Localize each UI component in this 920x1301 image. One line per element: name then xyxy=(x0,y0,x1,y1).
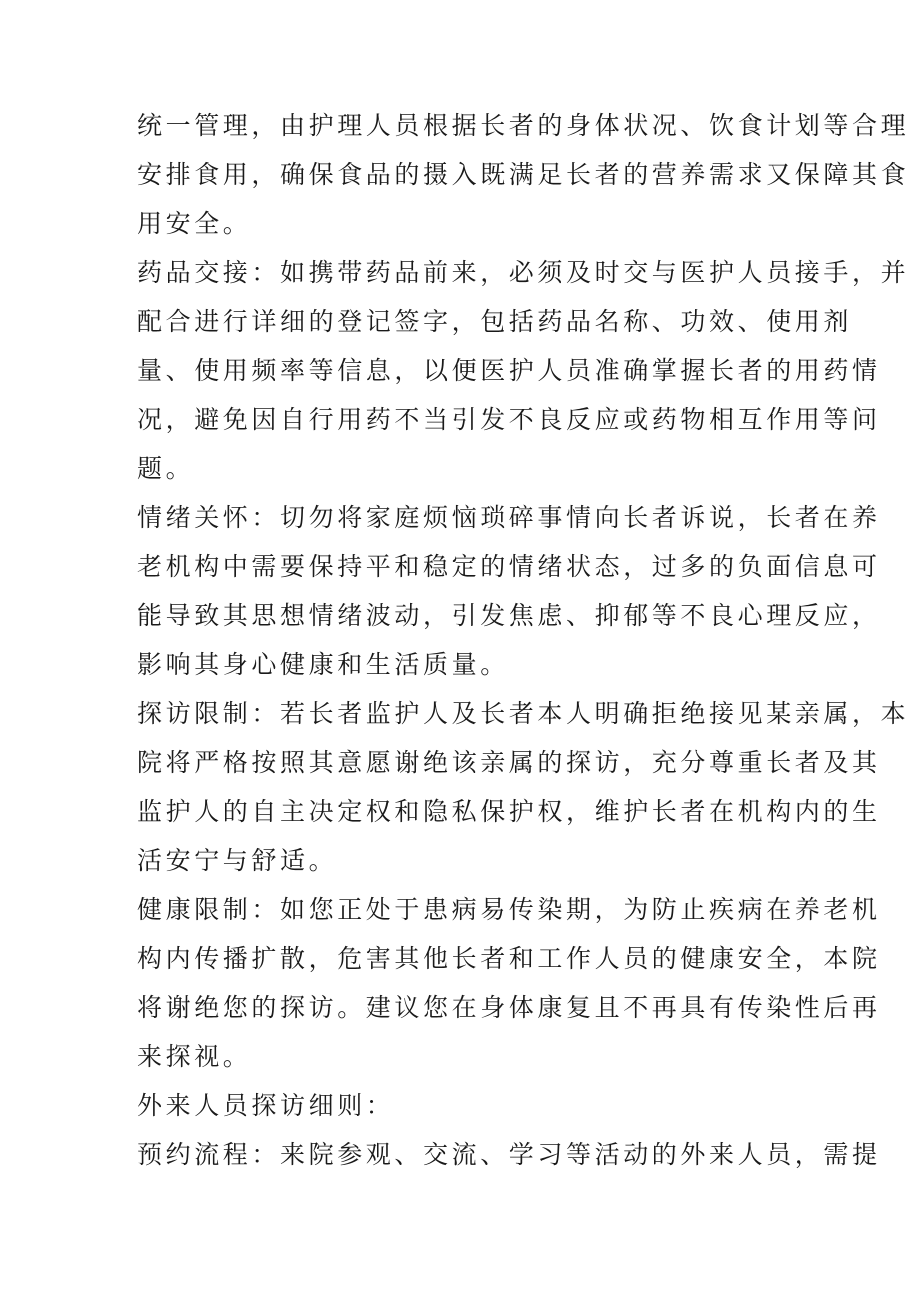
text-line: 健康限制：如您正处于患病易传染期，为防止疾病在养老机 xyxy=(137,895,881,924)
text-line: 监护人的自主决定权和隐私保护权，维护长者在机构内的生 xyxy=(137,797,881,826)
text-line: 况，避免因自行用药不当引发不良反应或药物相互作用等问 xyxy=(137,405,881,434)
text-line: 量、使用频率等信息，以便医护人员准确掌握长者的用药情 xyxy=(137,356,881,385)
document-body xyxy=(137,101,910,1179)
text-line: 影响其身心健康和生活质量。 xyxy=(137,650,509,679)
text-line: 安排食用，确保食品的摄入既满足长者的营养需求又保障其食 xyxy=(137,160,910,189)
text-line: 探访限制：若长者监护人及长者本人明确拒绝接见某亲属，本 xyxy=(137,699,910,728)
text-line: 外来人员探访细则： xyxy=(137,1091,395,1120)
text-line: 将谢绝您的探访。建议您在身体康复且不再具有传染性后再 xyxy=(137,993,881,1022)
text-line: 用安全。 xyxy=(137,209,252,238)
text-line: 能导致其思想情绪波动，引发焦虑、抑郁等不良心理反应， xyxy=(137,601,881,630)
text-line: 统一管理，由护理人员根据长者的身体状况、饮食计划等合理 xyxy=(137,111,910,140)
text-line: 药品交接：如携带药品前来，必须及时交与医护人员接手，并 xyxy=(137,258,910,287)
text-line: 活安宁与舒适。 xyxy=(137,846,338,875)
text-line: 情绪关怀：切勿将家庭烦恼琐碎事情向长者诉说，长者在养 xyxy=(137,503,881,532)
text-line: 来探视。 xyxy=(137,1042,252,1071)
text-line: 配合进行详细的登记签字，包括药品名称、功效、使用剂 xyxy=(137,307,853,336)
text-line: 构内传播扩散，危害其他长者和工作人员的健康安全，本院 xyxy=(137,944,881,973)
text-line: 院将严格按照其意愿谢绝该亲属的探访，充分尊重长者及其 xyxy=(137,748,881,777)
text-line: 预约流程：来院参观、交流、学习等活动的外来人员，需提 xyxy=(137,1140,881,1169)
text-line: 老机构中需要保持平和稳定的情绪状态，过多的负面信息可 xyxy=(137,552,881,581)
text-line: 题。 xyxy=(137,454,195,483)
